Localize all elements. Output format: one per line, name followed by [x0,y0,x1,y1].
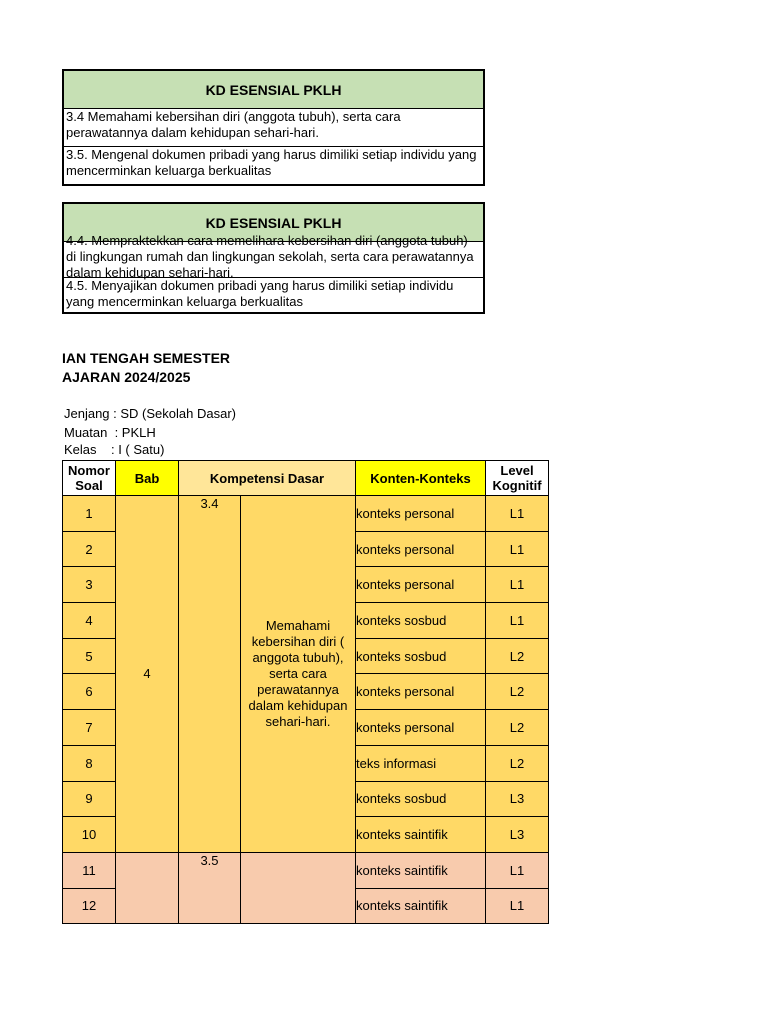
table-row [63,852,549,888]
kd-text-cell: Memahami kebersihan diri ( anggota tubuh), serta cara perawatannya dalam kehidupan sehari-hari. [241,496,356,853]
konteks-cell: konteks personal [356,567,486,603]
row-number: 3 [63,567,116,603]
konteks-cell: konteks saintifik [356,817,486,853]
header-bab: Bab [116,461,179,496]
header-nomor-soal: Nomor Soal [63,461,116,496]
row-number: 7 [63,710,116,746]
kd-box-title: KD ESENSIAL PKLH [64,204,483,242]
level-cell: L1 [486,888,549,924]
konteks-cell: konteks personal [356,710,486,746]
table-row [63,496,549,532]
bab-cell: 4 [116,496,179,853]
meta-jenjang: Jenjang : SD (Sekolah Dasar) [64,406,236,421]
row-number: 8 [63,745,116,781]
level-cell: L1 [486,852,549,888]
kd-number-cell: 3.5 [179,852,241,923]
kd-item: 3.4 Memahami kebersihan diri (anggota tubuh), serta cara perawatannya dalam kehidupan sehari-hari. [64,109,483,147]
meta-kelas: Kelas : I ( Satu) [64,442,165,457]
row-number: 4 [63,603,116,639]
kd-item-text: 4.4. Mempraktekkan cara memelihara kebersihan diri (anggota tubuh) di lingkungan rumah dan lingkungan sekolah, serta cara perawatannya dalam kehidupan sehari-hari. [66,233,474,280]
meta-muatan: Muatan : PKLH [64,425,156,440]
table-header-row [63,461,549,496]
level-cell: L2 [486,710,549,746]
konteks-cell: teks informasi [356,745,486,781]
bab-cell [116,852,179,923]
kd-box-title: KD ESENSIAL PKLH [64,71,483,109]
konteks-cell: konteks personal [356,496,486,532]
level-cell: L1 [486,531,549,567]
exam-heading-line-2: AJARAN 2024/2025 [62,369,191,385]
row-number: 1 [63,496,116,532]
konteks-cell: konteks sosbud [356,638,486,674]
level-cell: L1 [486,567,549,603]
kd-item: 4.5. Menyajikan dokumen pribadi yang harus dimiliki setiap individu yang mencerminkan keluarga berkualitas [66,278,454,309]
kd-number-cell: 3.4 [179,496,241,853]
level-cell: L2 [486,638,549,674]
header-konten-konteks: Konten-Konteks [356,461,486,496]
level-cell: L1 [486,603,549,639]
level-cell: L3 [486,781,549,817]
row-number: 11 [63,852,116,888]
konteks-cell: konteks saintifik [356,888,486,924]
kd-item: 3.5. Mengenal dokumen pribadi yang harus dimiliki setiap individu yang mencerminkan keluarga berkualitas [66,147,477,178]
konteks-cell: konteks saintifik [356,852,486,888]
exam-heading-line-1: IAN TENGAH SEMESTER [62,350,231,366]
row-number: 9 [63,781,116,817]
konteks-cell: konteks personal [356,531,486,567]
konteks-cell: konteks sosbud [356,781,486,817]
kd-item [64,233,483,280]
level-cell: L2 [486,745,549,781]
kd-box-2 [62,202,485,314]
header-kompetensi-dasar: Kompetensi Dasar [179,461,356,496]
level-cell: L1 [486,496,549,532]
kd-text-cell [241,852,356,923]
row-number: 2 [63,531,116,567]
konteks-cell: konteks sosbud [356,603,486,639]
konteks-cell: konteks personal [356,674,486,710]
header-level-kognitif: Level Kognitif [486,461,549,496]
kd-box-1 [62,69,485,186]
kisi-kisi-table [62,460,549,924]
row-number: 10 [63,817,116,853]
row-number: 12 [63,888,116,924]
row-number: 5 [63,638,116,674]
level-cell: L3 [486,817,549,853]
level-cell: L2 [486,674,549,710]
row-number: 6 [63,674,116,710]
